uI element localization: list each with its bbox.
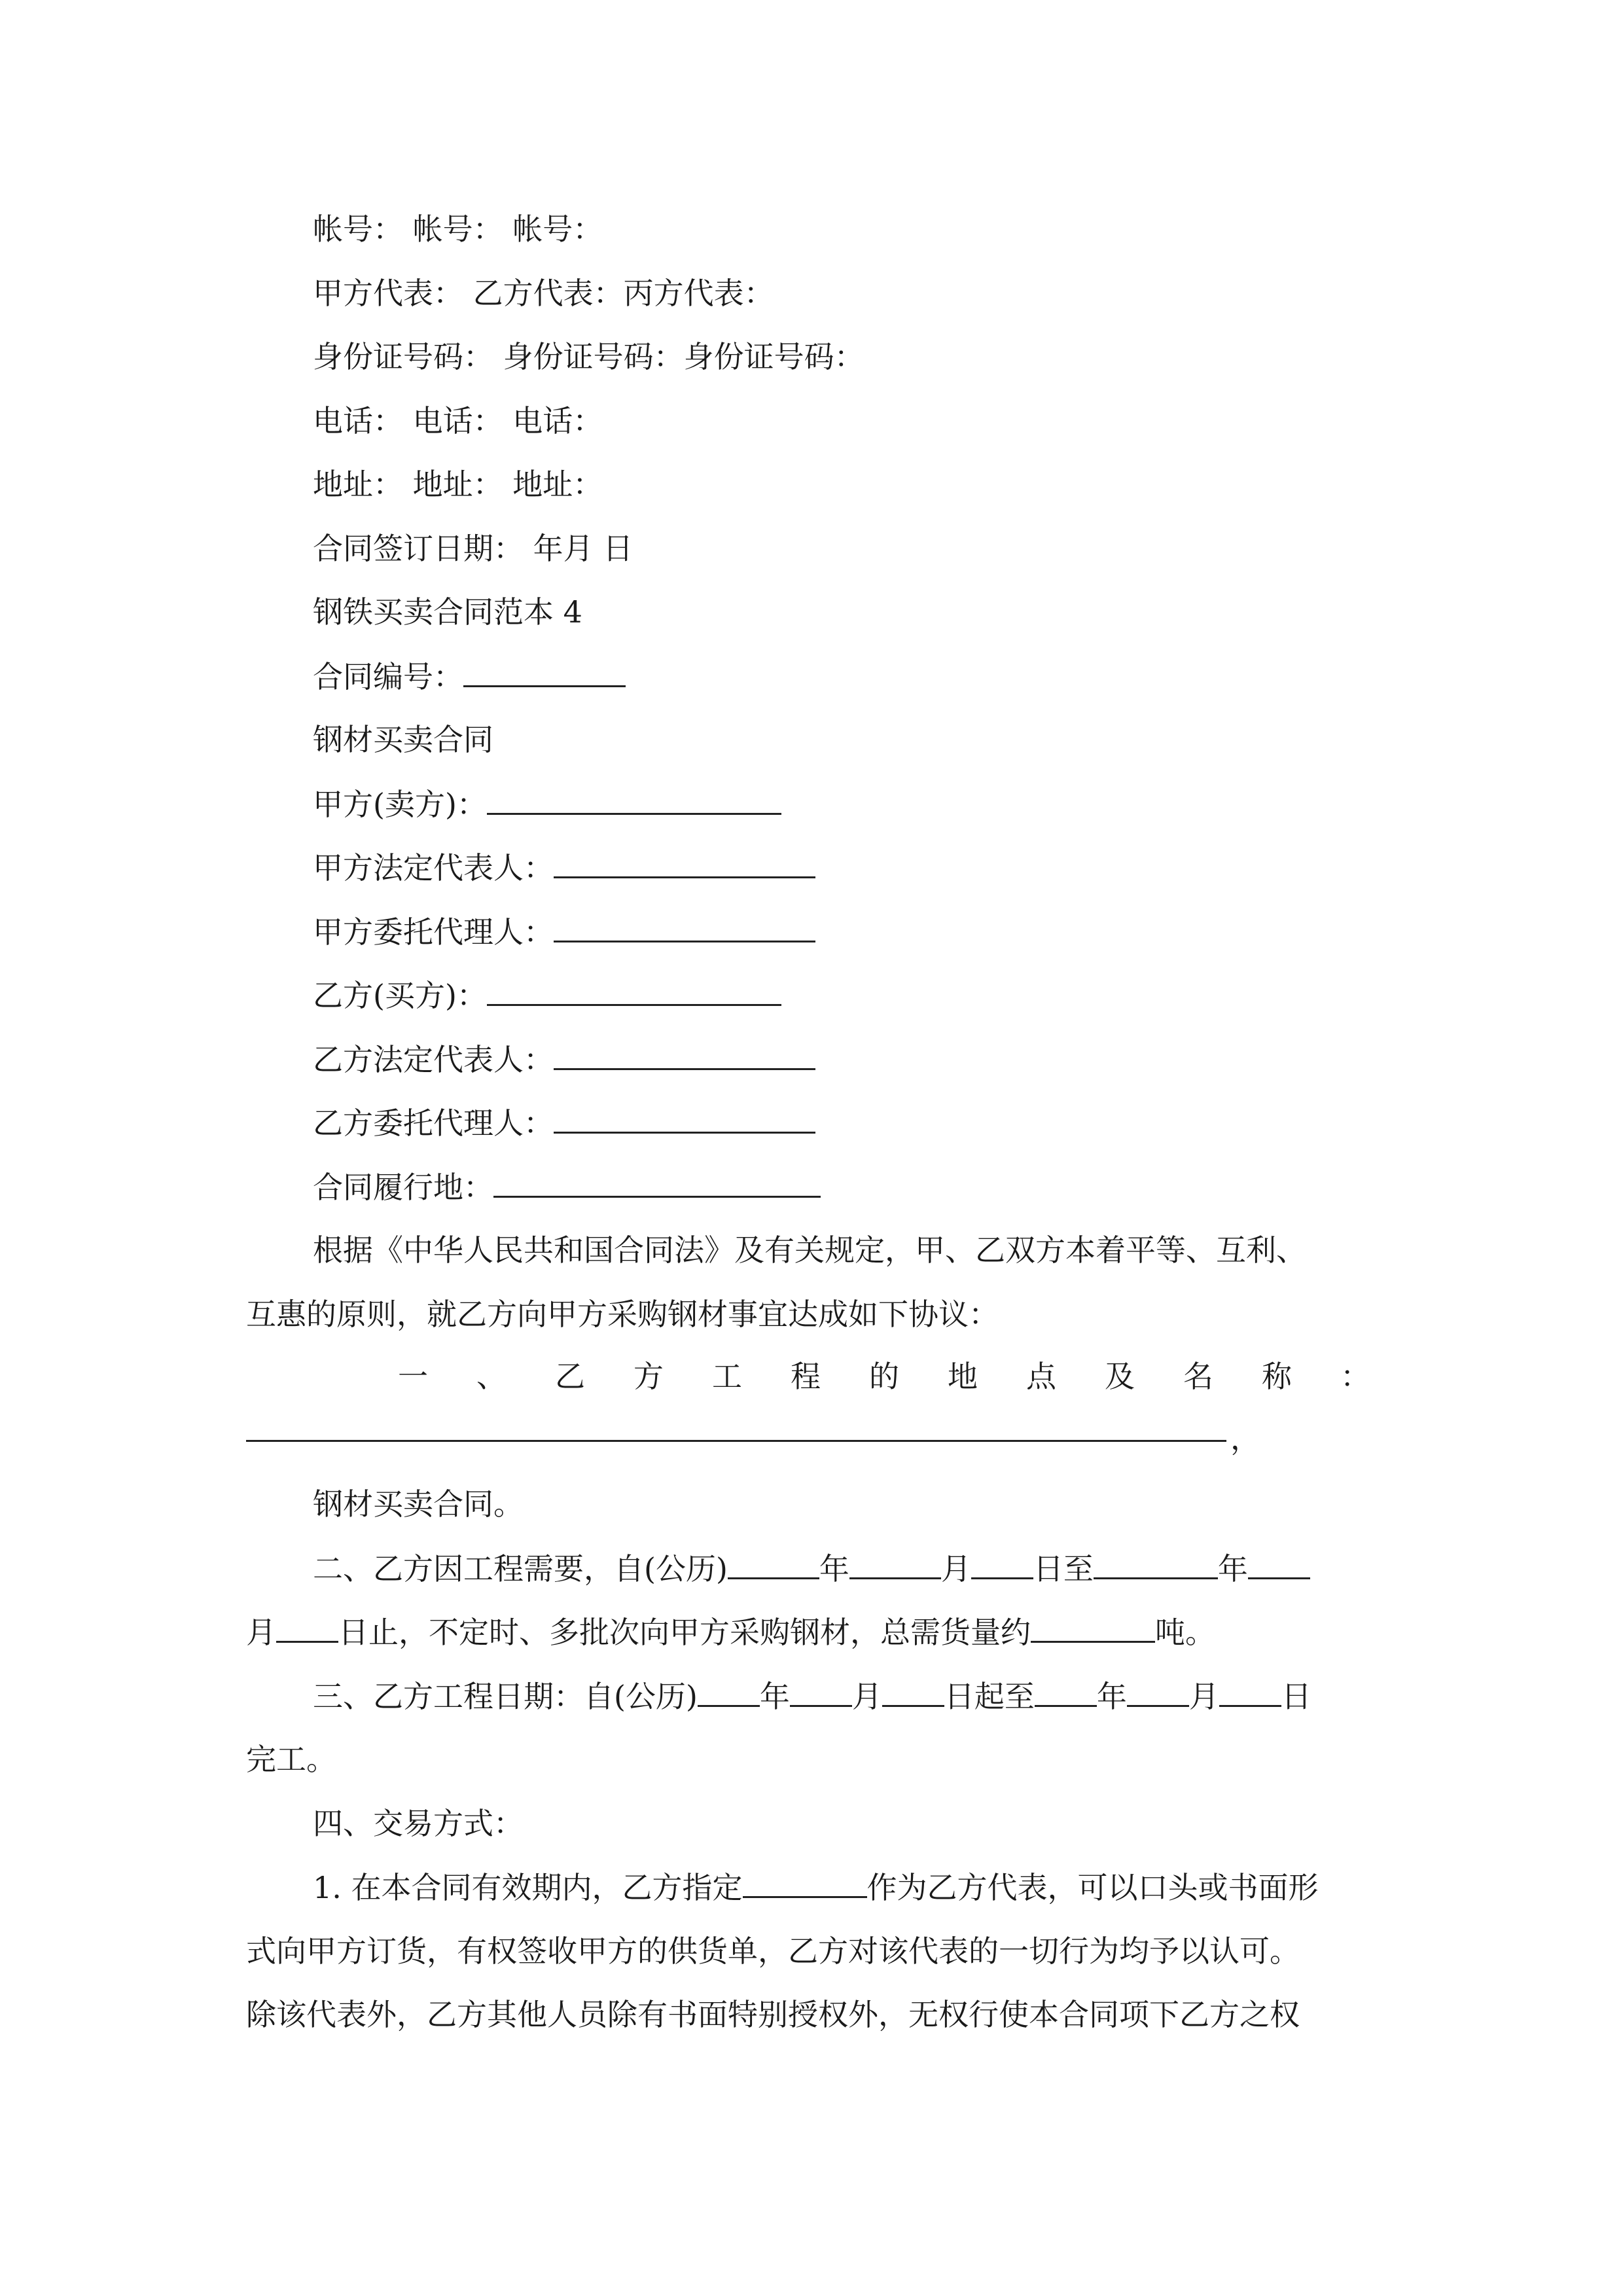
blank-field (1248, 1549, 1310, 1579)
party-b-blank (487, 975, 781, 1006)
blank-field (1094, 1549, 1218, 1579)
section-3-line-2: 完工。 (246, 1742, 336, 1777)
section-1-char: 点 (1026, 1359, 1056, 1394)
blank-field (698, 1676, 760, 1707)
representative-blank (743, 1867, 867, 1898)
month-label: 月 (851, 1679, 882, 1714)
document-title: 钢材买卖合同 (313, 722, 493, 757)
blank-field (1035, 1676, 1097, 1707)
year-label: 年 (759, 1679, 790, 1714)
ton-label: 吨。 (1155, 1615, 1215, 1650)
party-b-legal-blank (554, 1039, 815, 1070)
section-4-text: 作为乙方代表，可以口头或书面形 (866, 1870, 1319, 1905)
year-label: 年 (1217, 1551, 1248, 1587)
blank-field (276, 1612, 338, 1643)
month-label: 月 (1188, 1679, 1219, 1714)
sample-title: 钢铁买卖合同范本 4 (313, 594, 582, 630)
place-label: 合同履行地： (313, 1170, 493, 1205)
section-4-item-1-line-3: 除该代表外，乙方其他人员除有书面特别授权外，无权行使本合同项下乙方之权 (246, 1997, 1300, 2032)
party-a-agent-label: 甲方委托代理人： (313, 914, 554, 950)
section-2-text: 日止，不定时、多批次向甲方采购钢材，总需货量约 (338, 1615, 1031, 1650)
id-number-line: 身份证号码： 身份证号码：身份证号码： (313, 339, 865, 374)
year-label: 年 (819, 1551, 849, 1587)
intro-paragraph-line-2: 互惠的原则，就乙方向甲方采购钢材事宜达成如下协议： (246, 1297, 999, 1332)
day-from-label: 日起至 (944, 1679, 1035, 1714)
section-1-char: 的 (869, 1359, 899, 1394)
blank-field (971, 1549, 1033, 1579)
blank-field (790, 1676, 852, 1707)
address-line: 地址： 地址： 地址： (313, 467, 603, 502)
party-b-agent-label: 乙方委托代理人： (313, 1105, 554, 1141)
party-a-legal-line (313, 848, 815, 887)
section-1-char: 名 (1183, 1359, 1213, 1394)
section-1-char: 乙 (555, 1359, 585, 1394)
account-line: 帐号： 帐号： 帐号： (313, 211, 603, 247)
section-1-char: 工 (712, 1359, 742, 1394)
place-line (313, 1167, 821, 1206)
contract-number-blank (463, 656, 626, 687)
section-4-item-1-line-1 (313, 1867, 1319, 1907)
place-blank (493, 1167, 821, 1198)
contract-number-line (313, 656, 626, 696)
phone-line: 电话： 电话： 电话： (313, 403, 603, 439)
party-a-label: 甲方(卖方)： (313, 787, 487, 822)
year-label: 年 (1096, 1679, 1127, 1714)
party-b-agent-line (313, 1103, 815, 1142)
sign-date-line: 合同签订日期： 年月 日 (313, 531, 633, 566)
party-b-legal-label: 乙方法定代表人： (313, 1042, 554, 1077)
section-3-text: 三、乙方工程日期：自(公历) (313, 1679, 698, 1714)
section-1-heading (313, 1357, 1370, 1396)
party-a-legal-label: 甲方法定代表人： (313, 850, 554, 886)
contract-number-label: 合同编号： (313, 659, 463, 694)
month-label: 月 (246, 1615, 276, 1650)
party-a-line (313, 784, 781, 823)
section-4-heading: 四、交易方式： (313, 1806, 524, 1841)
section-1-char: 及 (1105, 1359, 1135, 1394)
section-2-line-2 (246, 1612, 1215, 1651)
representatives-line: 甲方代表： 乙方代表：丙方代表： (313, 276, 774, 311)
day-to-label: 日至 (1033, 1551, 1094, 1587)
section-1-char: 地 (948, 1359, 978, 1394)
month-label: 月 (940, 1551, 971, 1587)
section-1-continuation: 钢材买卖合同。 (313, 1486, 524, 1522)
blank-field (882, 1676, 944, 1707)
party-b-agent-blank (554, 1103, 815, 1134)
section-1-char: ： (1340, 1359, 1370, 1394)
day-label: 日 (1281, 1679, 1311, 1714)
section-1-blank (246, 1440, 1226, 1442)
section-1-char: 程 (791, 1359, 821, 1394)
section-1-char: 称 (1262, 1359, 1292, 1394)
party-a-agent-blank (554, 912, 815, 942)
section-1-char: 方 (633, 1359, 664, 1394)
party-a-agent-line (313, 912, 815, 951)
section-4-text: 1. 在本合同有效期内，乙方指定 (313, 1870, 743, 1905)
section-1-comma: ， (1230, 1421, 1260, 1456)
section-2-line-1 (313, 1549, 1310, 1588)
party-b-legal-line (313, 1039, 815, 1079)
party-a-legal-blank (554, 848, 815, 878)
party-a-blank (487, 784, 781, 815)
blank-field (728, 1549, 819, 1579)
party-b-line (313, 975, 781, 1014)
blank-field (1127, 1676, 1189, 1707)
blank-field (1219, 1676, 1281, 1707)
tonnage-blank (1031, 1612, 1155, 1643)
section-1-char: 、 (476, 1359, 507, 1394)
section-2-text: 二、乙方因工程需要，自(公历) (313, 1551, 728, 1587)
section-1-char: 一 (398, 1359, 428, 1394)
intro-paragraph-line-1: 根据《中华人民共和国合同法》及有关规定，甲、乙双方本着平等、互利、 (313, 1232, 1306, 1268)
blank-field (849, 1549, 941, 1579)
section-4-item-1-line-2: 式向甲方订货，有权签收甲方的供货单，乙方对该代表的一切行为均予以认可。 (246, 1933, 1300, 1969)
party-b-label: 乙方(买方)： (313, 978, 487, 1013)
section-3-line-1 (313, 1676, 1311, 1715)
